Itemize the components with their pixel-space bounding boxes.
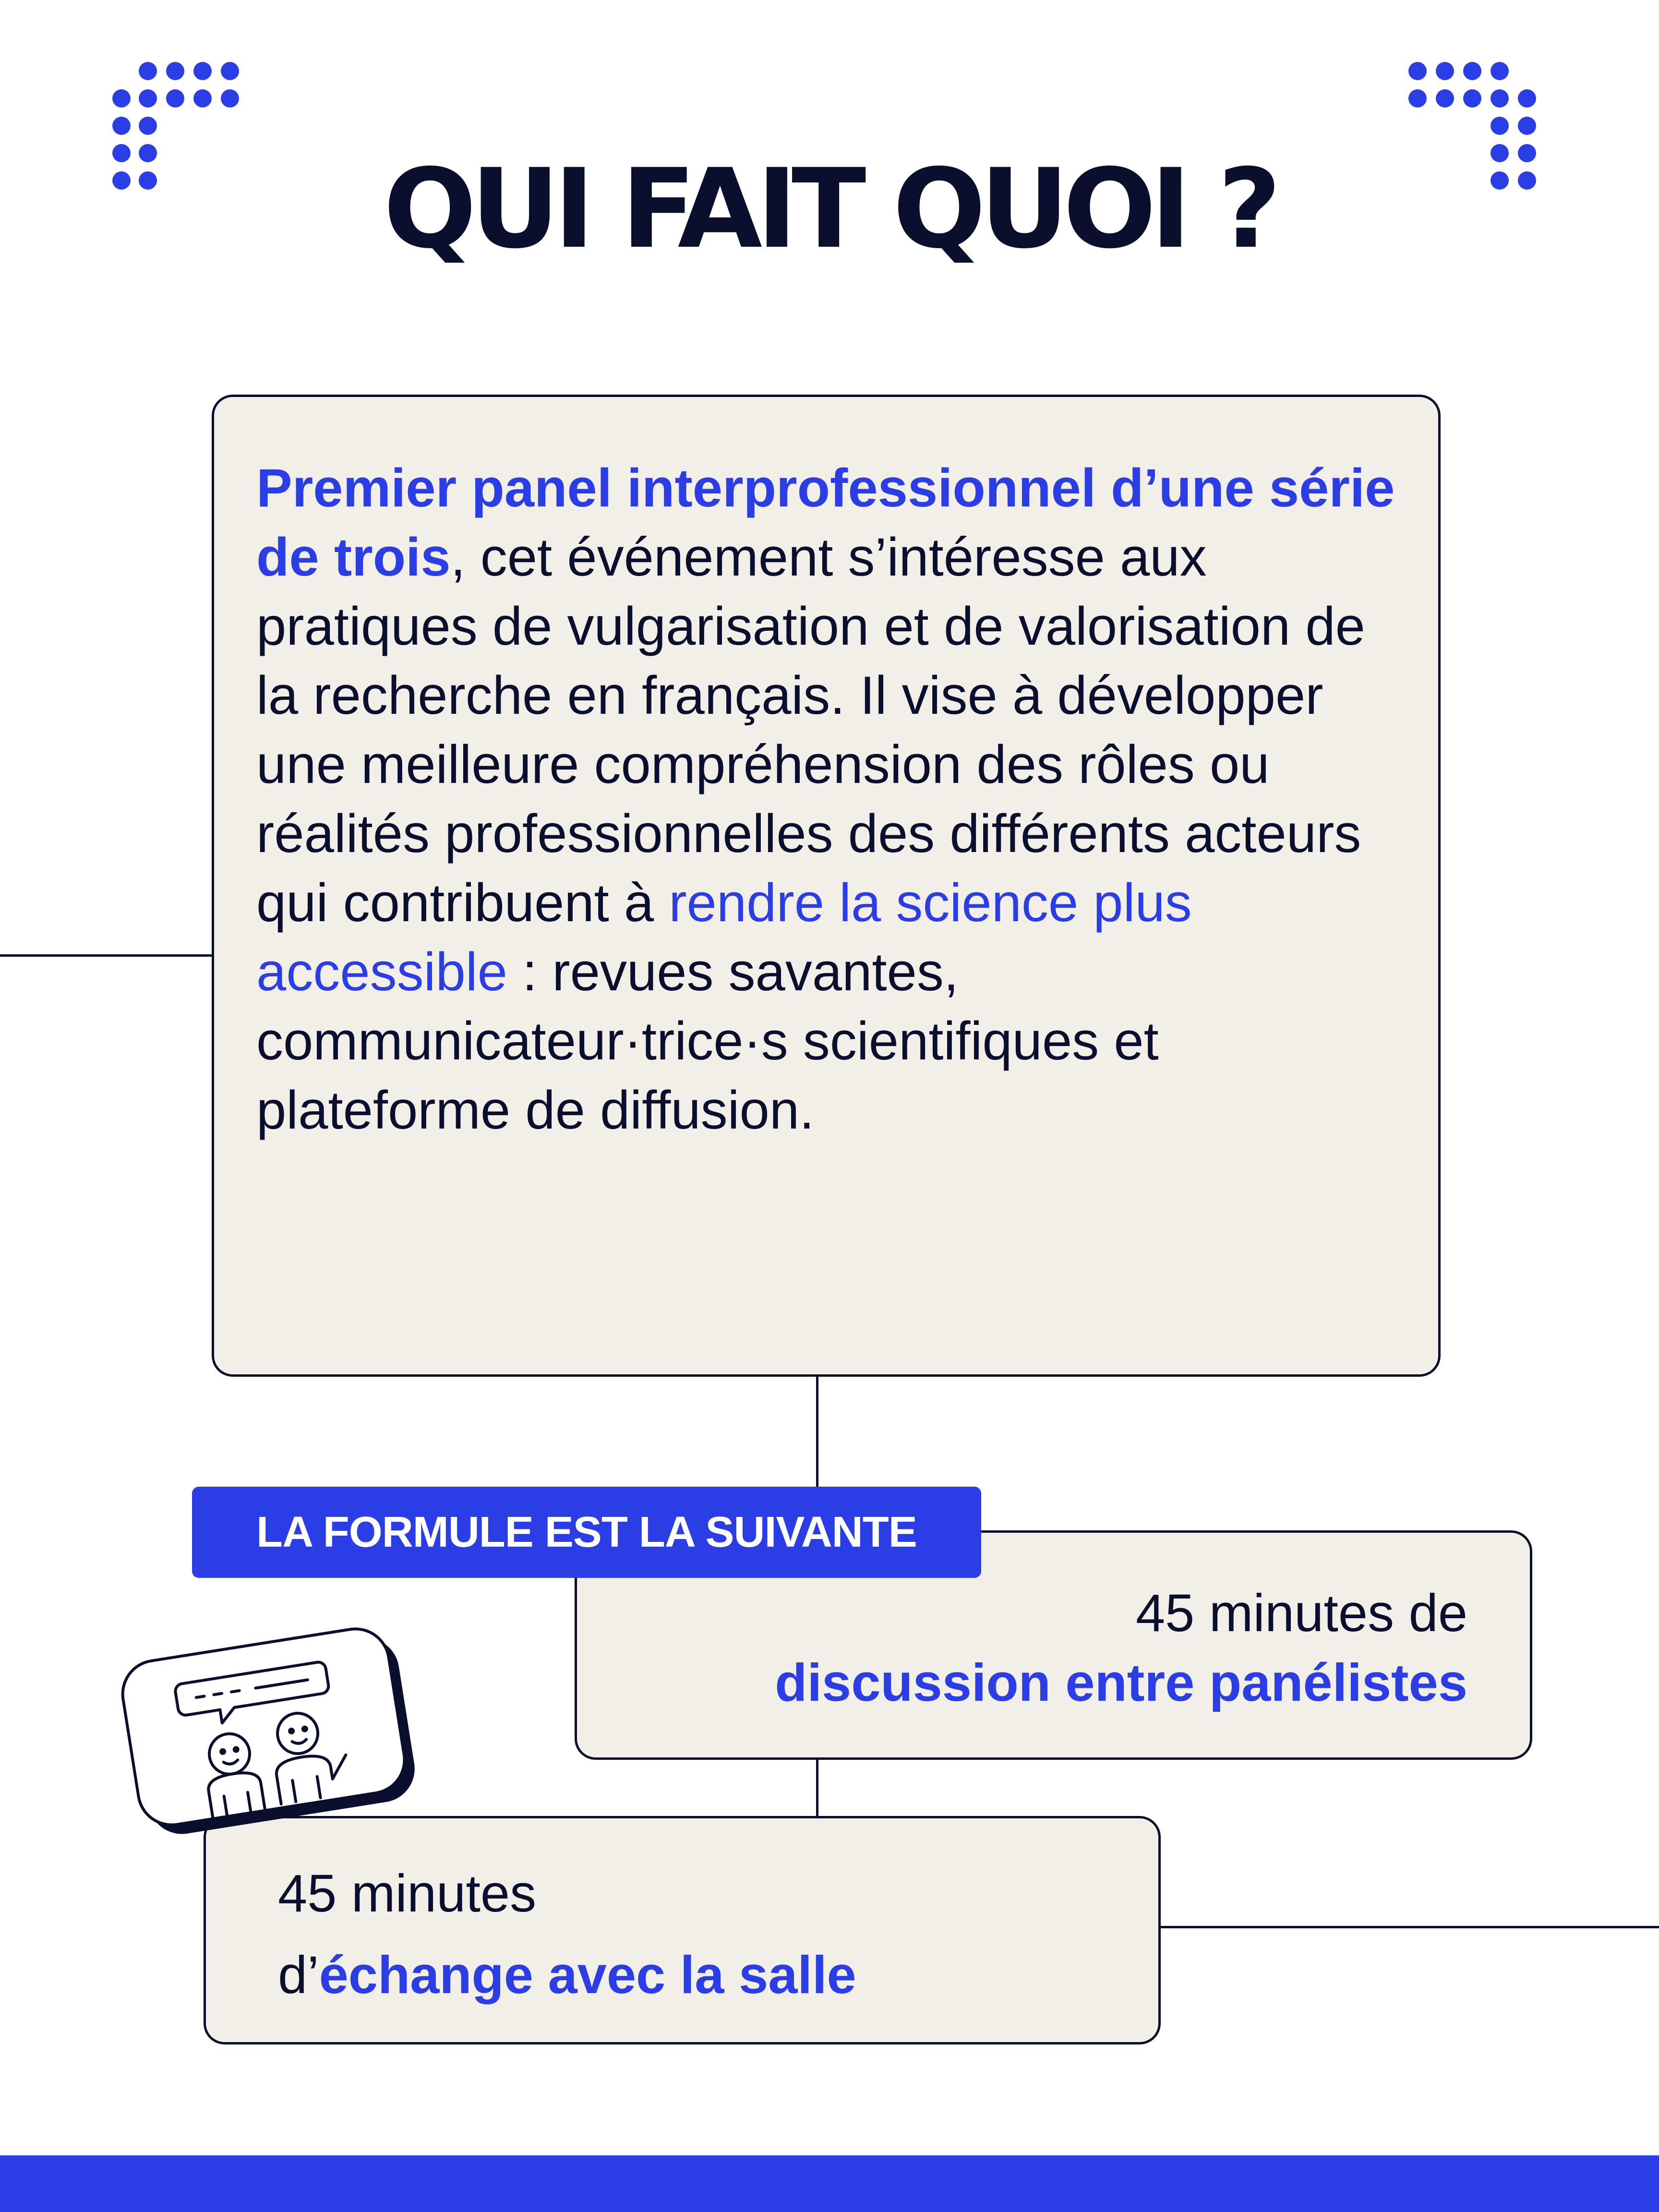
intro-box [212, 395, 1441, 1377]
connector-line [0, 954, 214, 957]
intro-text: , cet événement s’intéresse aux pratiques de vulgarisation et de valorisation de la recherche en français. Il vise à développer une meilleure compréhension des rôles ou réalités professionnelles des différents acteurs qui contribuent à [256, 527, 1365, 933]
footer-bar [0, 2155, 1659, 2212]
step-prefix: d’ [278, 1946, 319, 2005]
connector-line [1159, 1926, 1659, 1928]
page-title: QUI FAIT QUOI ? [383, 145, 1276, 273]
step-activity: échange avec la salle [319, 1946, 856, 2005]
discussion-people-icon [119, 1620, 421, 1851]
intro-highlight: rendre la science plus accessible [256, 873, 1192, 1002]
step-duration: 45 minutes [278, 1864, 537, 1923]
intro-text-end: : revues savantes, communicateur·trice·s scientifiques et plateforme de diffusion. [256, 942, 1159, 1140]
step-duration: 45 minutes de [1136, 1584, 1467, 1643]
formula-label: LA FORMULE EST LA SUIVANTE [192, 1487, 981, 1578]
connector-line [816, 1376, 818, 1491]
connector-line [816, 1758, 818, 1818]
step-activity: discussion entre panélistes [775, 1653, 1467, 1712]
intro-lead: Premier panel interprofessionnel d’une série de trois [256, 458, 1395, 587]
